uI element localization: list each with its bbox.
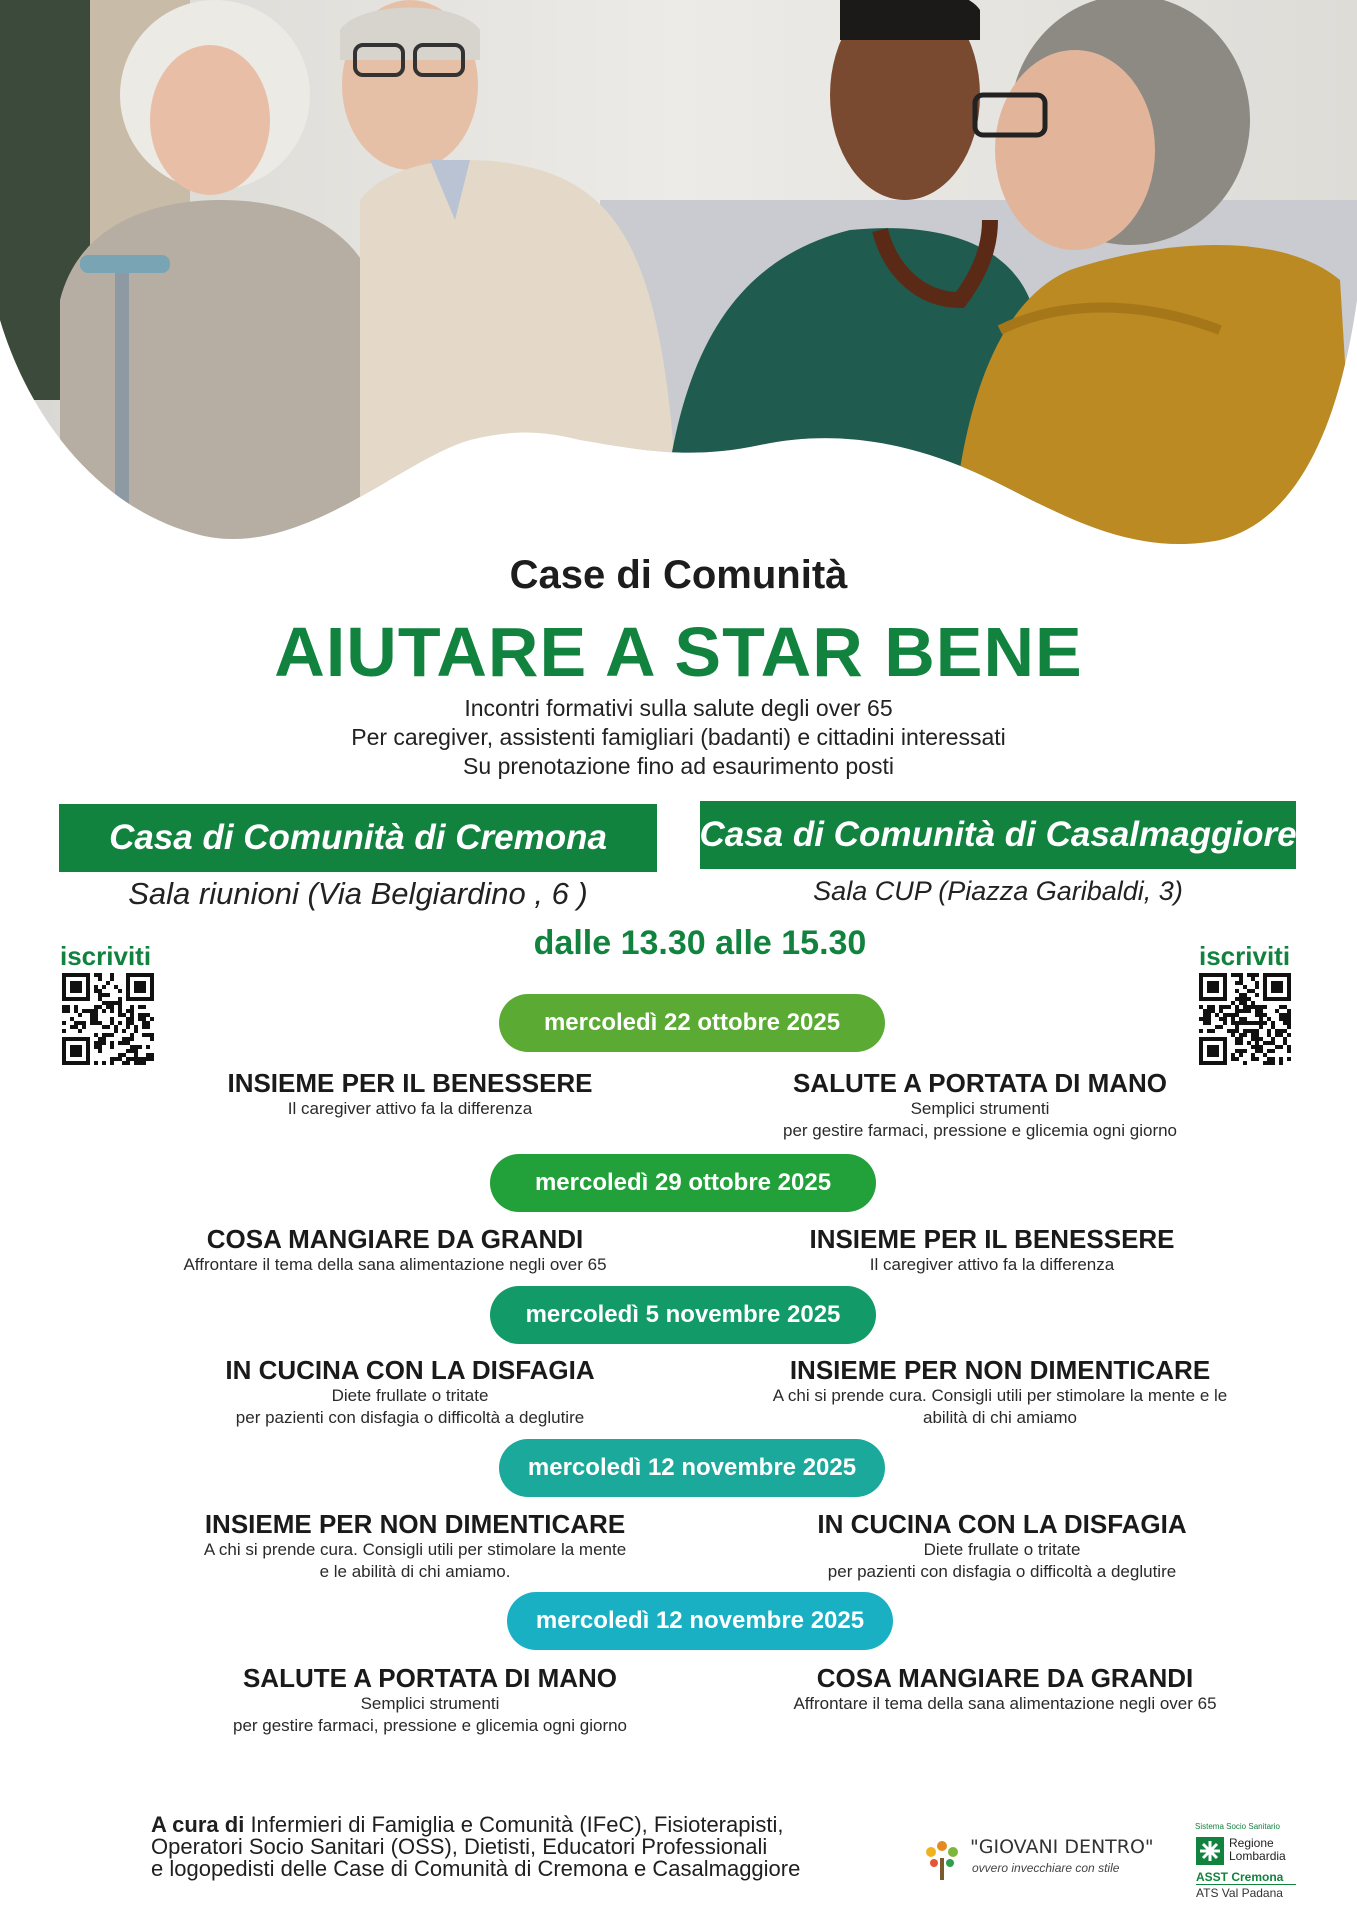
date-pill: mercoledì 29 ottobre 2025 bbox=[490, 1154, 876, 1212]
session-desc bbox=[752, 1539, 1252, 1583]
tree-icon bbox=[922, 1836, 962, 1882]
session-desc bbox=[160, 1539, 670, 1583]
session-desc bbox=[170, 1098, 650, 1120]
date-pill: mercoledì 5 novembre 2025 bbox=[490, 1286, 876, 1344]
subtitle-line: Per caregiver, assistenti famigliari (badanti) e cittadini interessati bbox=[351, 724, 1006, 750]
session-desc-line: Il caregiver attivo fa la differenza bbox=[869, 1255, 1115, 1274]
session-desc-line: per gestire farmaci, pressione e glicemia ogni giorno bbox=[232, 1716, 628, 1735]
logo-system-label: Sistema Socio Sanitario bbox=[1195, 1822, 1280, 1831]
credits-text: Operatori Socio Sanitari (OSS), Dietisti, Educatori Professionali bbox=[151, 1834, 768, 1859]
session-desc bbox=[135, 1254, 655, 1276]
credits-text: e logopedisti delle Case di Comunità di Cremona e Casalmaggiore bbox=[151, 1856, 801, 1881]
event-time: dalle 13.30 alle 15.30 bbox=[533, 924, 867, 962]
logo-region-name bbox=[1229, 1837, 1286, 1863]
venue-cremona-banner: Casa di Comunità di Cremona bbox=[59, 804, 657, 872]
subtitle bbox=[0, 694, 1357, 781]
session-desc bbox=[740, 1098, 1220, 1142]
logo-region-line: Regione bbox=[1229, 1836, 1274, 1850]
session-right bbox=[752, 1509, 1252, 1583]
qr-code-icon[interactable] bbox=[1199, 973, 1291, 1065]
session-desc-line: A chi si prende cura. Consigli utili per stimolare la mente bbox=[203, 1540, 627, 1559]
logo-subtitle: ovvero invecchiare con stile bbox=[972, 1861, 1120, 1875]
session-title: INSIEME PER IL BENESSERE bbox=[809, 1224, 1175, 1254]
session-desc bbox=[752, 1254, 1232, 1276]
logo-title: "GIOVANI DENTRO" bbox=[970, 1836, 1154, 1858]
session-desc-line: abilità di chi amiamo bbox=[922, 1408, 1077, 1427]
subtitle-line: Incontri formativi sulla salute degli over 65 bbox=[464, 695, 893, 721]
credits bbox=[151, 1814, 831, 1880]
logo-ats: ATS Val Padana bbox=[1196, 1886, 1283, 1900]
session-title: INSIEME PER IL BENESSERE bbox=[227, 1068, 593, 1098]
giovani-dentro-logo bbox=[922, 1836, 1162, 1882]
session-right bbox=[752, 1224, 1232, 1276]
signup-label-right: iscriviti bbox=[1199, 941, 1291, 971]
session-left bbox=[135, 1224, 655, 1276]
date-pill: mercoledì 12 novembre 2025 bbox=[499, 1439, 885, 1497]
session-desc bbox=[180, 1693, 680, 1737]
session-desc bbox=[755, 1693, 1255, 1715]
session-title: INSIEME PER NON DIMENTICARE bbox=[789, 1355, 1211, 1385]
session-desc-line: per gestire farmaci, pressione e glicemia ogni giorno bbox=[782, 1121, 1178, 1140]
seniors-photo-illustration bbox=[0, 0, 1357, 560]
session-desc-line: e le abilità di chi amiamo. bbox=[319, 1562, 511, 1581]
session-left bbox=[180, 1663, 680, 1737]
hero-photo bbox=[0, 0, 1357, 560]
session-title: COSA MANGIARE DA GRANDI bbox=[816, 1663, 1194, 1693]
session-right bbox=[755, 1663, 1255, 1715]
divider bbox=[1196, 1884, 1296, 1885]
session-desc-line: A chi si prende cura. Consigli utili per stimolare la mente e le bbox=[772, 1386, 1228, 1405]
session-title: SALUTE A PORTATA DI MANO bbox=[792, 1068, 1168, 1098]
session-right bbox=[735, 1355, 1265, 1429]
logo-asst: ASST Cremona bbox=[1196, 1870, 1284, 1884]
session-title: COSA MANGIARE DA GRANDI bbox=[206, 1224, 584, 1254]
date-pill: mercoledì 12 novembre 2025 bbox=[507, 1592, 893, 1650]
session-desc-line: Semplici strumenti bbox=[910, 1099, 1050, 1118]
session-title: IN CUCINA CON LA DISFAGIA bbox=[225, 1355, 595, 1385]
regione-lombardia-logo bbox=[1195, 1822, 1315, 1902]
page-title: AIUTARE A STAR BENE bbox=[274, 613, 1083, 691]
logo-region-line: Lombardia bbox=[1229, 1849, 1286, 1863]
session-right bbox=[740, 1068, 1220, 1142]
subtitle-line: Su prenotazione fino ad esaurimento posti bbox=[463, 753, 894, 779]
qr-code-icon[interactable] bbox=[62, 973, 154, 1065]
session-desc-line: Affrontare il tema della sana alimentazione negli over 65 bbox=[183, 1255, 607, 1274]
credits-label: A cura di bbox=[151, 1812, 245, 1837]
session-left bbox=[160, 1509, 670, 1583]
session-title: IN CUCINA CON LA DISFAGIA bbox=[817, 1509, 1187, 1539]
session-left bbox=[160, 1355, 660, 1429]
venue-casalmaggiore-address: Sala CUP (Piazza Garibaldi, 3) bbox=[813, 876, 1183, 906]
session-desc bbox=[160, 1385, 660, 1429]
lombardia-rose-icon bbox=[1196, 1837, 1224, 1865]
session-desc-line: Semplici strumenti bbox=[360, 1694, 500, 1713]
session-desc-line: Il caregiver attivo fa la differenza bbox=[287, 1099, 533, 1118]
venue-casalmaggiore-banner: Casa di Comunità di Casalmaggiore bbox=[700, 801, 1296, 869]
session-title: INSIEME PER NON DIMENTICARE bbox=[204, 1509, 626, 1539]
signup-label-left: iscriviti bbox=[60, 941, 152, 971]
credits-text: Infermieri di Famiglia e Comunità (IFeC), Fisioterapisti, bbox=[244, 1812, 784, 1837]
date-pill: mercoledì 22 ottobre 2025 bbox=[499, 994, 885, 1052]
session-desc-line: per pazienti con disfagia o difficoltà a deglutire bbox=[235, 1408, 585, 1427]
session-left bbox=[170, 1068, 650, 1120]
page-kicker: Case di Comunità bbox=[509, 553, 848, 597]
venue-cremona-address: Sala riunioni (Via Belgiardino , 6 ) bbox=[128, 876, 588, 911]
session-title: SALUTE A PORTATA DI MANO bbox=[242, 1663, 618, 1693]
session-desc-line: per pazienti con disfagia o difficoltà a deglutire bbox=[827, 1562, 1177, 1581]
session-desc-line: Diete frullate o tritate bbox=[331, 1386, 489, 1405]
session-desc-line: Affrontare il tema della sana alimentazione negli over 65 bbox=[793, 1694, 1217, 1713]
session-desc bbox=[735, 1385, 1265, 1429]
session-desc-line: Diete frullate o tritate bbox=[923, 1540, 1081, 1559]
